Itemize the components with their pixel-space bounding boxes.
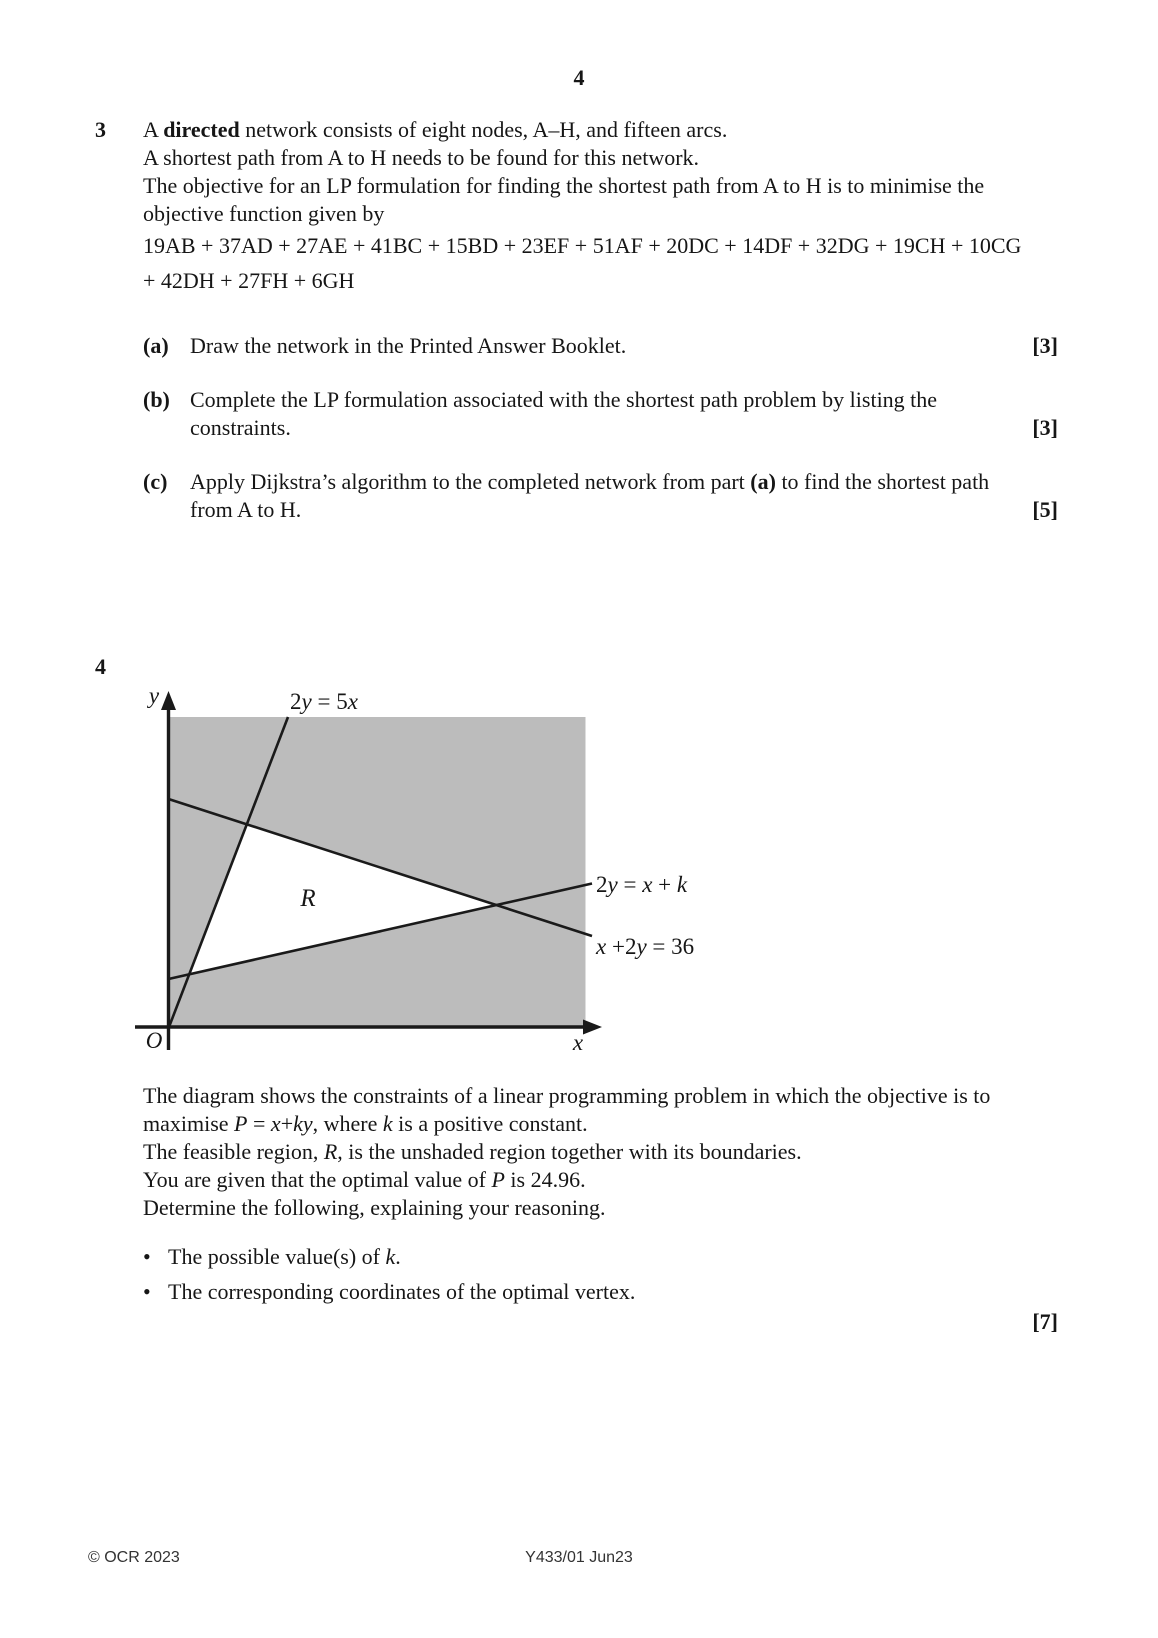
q3-part-a-label: (a) xyxy=(143,333,169,358)
q4-bullet-list xyxy=(143,1243,1058,1306)
label-region-R: R xyxy=(300,885,316,912)
label-line-2y-x-k: 2y = x + k xyxy=(596,872,688,897)
q4-paragraph-3: You are given that the optimal value of P is 24.96. xyxy=(143,1167,586,1192)
q3-part-b-mark: [3] xyxy=(1032,415,1058,440)
q3-objective-function xyxy=(143,228,1058,298)
q3-part-b xyxy=(143,386,1058,442)
q3-paragraph-1: A directed network consists of eight nodes, A–H, and fifteen arcs. xyxy=(143,117,728,142)
q4-lp-diagram xyxy=(80,638,780,1058)
label-line-2y-5x: 2y = 5x xyxy=(290,689,358,714)
paper-reference: Y433/01 Jun23 xyxy=(525,1549,633,1566)
q3-part-c-mark: [5] xyxy=(1032,497,1058,522)
q3-part-c xyxy=(143,468,1058,524)
label-origin: O xyxy=(145,1028,163,1053)
q3-part-a xyxy=(143,332,1058,360)
q3-part-c-text: Apply Dijkstra’s algorithm to the completed network from part (a) to find the shortest path from A to H. xyxy=(190,469,990,522)
q4-bullet-1-text: The possible value(s) of k. xyxy=(168,1244,401,1269)
q3-part-b-text: Complete the LP formulation associated with the shortest path problem by listing the constraints. xyxy=(190,387,938,440)
q3-part-a-mark: [3] xyxy=(1032,333,1058,358)
x-axis-arrowhead xyxy=(583,1020,602,1035)
label-y-axis: y xyxy=(148,683,160,708)
q3-parts xyxy=(143,332,1058,524)
q4-mark: [7] xyxy=(1032,1309,1058,1334)
bullet-dot-icon: • xyxy=(143,1279,151,1304)
q4-bullet-2-text: The corresponding coordinates of the optimal vertex. xyxy=(168,1279,636,1304)
page-number: 4 xyxy=(573,65,585,90)
label-line-x-2y-36: x +2y = 36 xyxy=(596,934,695,959)
q3-part-c-label: (c) xyxy=(143,469,168,494)
q3-paragraph-3: The objective for an LP formulation for finding the shortest path from A to H is to minimise the objective function given by xyxy=(143,173,985,226)
q4-paragraph-4: Determine the following, explaining your reasoning. xyxy=(143,1195,606,1220)
q4-paragraph-1: The diagram shows the constraints of a linear programming problem in which the objective is to maximise P = x+ky, where k is a positive constant. xyxy=(143,1083,991,1136)
y-axis-arrowhead xyxy=(161,691,176,710)
q3-paragraph-2: A shortest path from A to H needs to be found for this network. xyxy=(143,145,700,170)
q3-part-a-text: Draw the network in the Printed Answer Booklet. xyxy=(190,333,627,358)
list-item xyxy=(143,1278,1058,1306)
copyright-text: © OCR 2023 xyxy=(88,1549,180,1566)
question-3 xyxy=(95,116,1058,524)
bullet-dot-icon: • xyxy=(143,1244,151,1269)
page-footer xyxy=(0,1548,1158,1568)
question-3-number: 3 xyxy=(95,117,106,142)
label-x-axis: x xyxy=(572,1030,584,1055)
question-4-number: 4 xyxy=(95,654,106,679)
question-4-body xyxy=(143,1082,1058,1336)
objective-line-2: + 42DH + 27FH + 6GH xyxy=(143,268,355,293)
question-3-body xyxy=(143,116,1058,524)
q3-part-b-label: (b) xyxy=(143,387,170,412)
q4-paragraph-2: The feasible region, R, is the unshaded region together with its boundaries. xyxy=(143,1139,802,1164)
list-item xyxy=(143,1243,1058,1271)
objective-line-1: 19AB + 37AD + 27AE + 41BC + 15BD + 23EF + 51AF + 20DC + 14DF + 32DG + 19CH + 10CG xyxy=(143,233,1022,258)
